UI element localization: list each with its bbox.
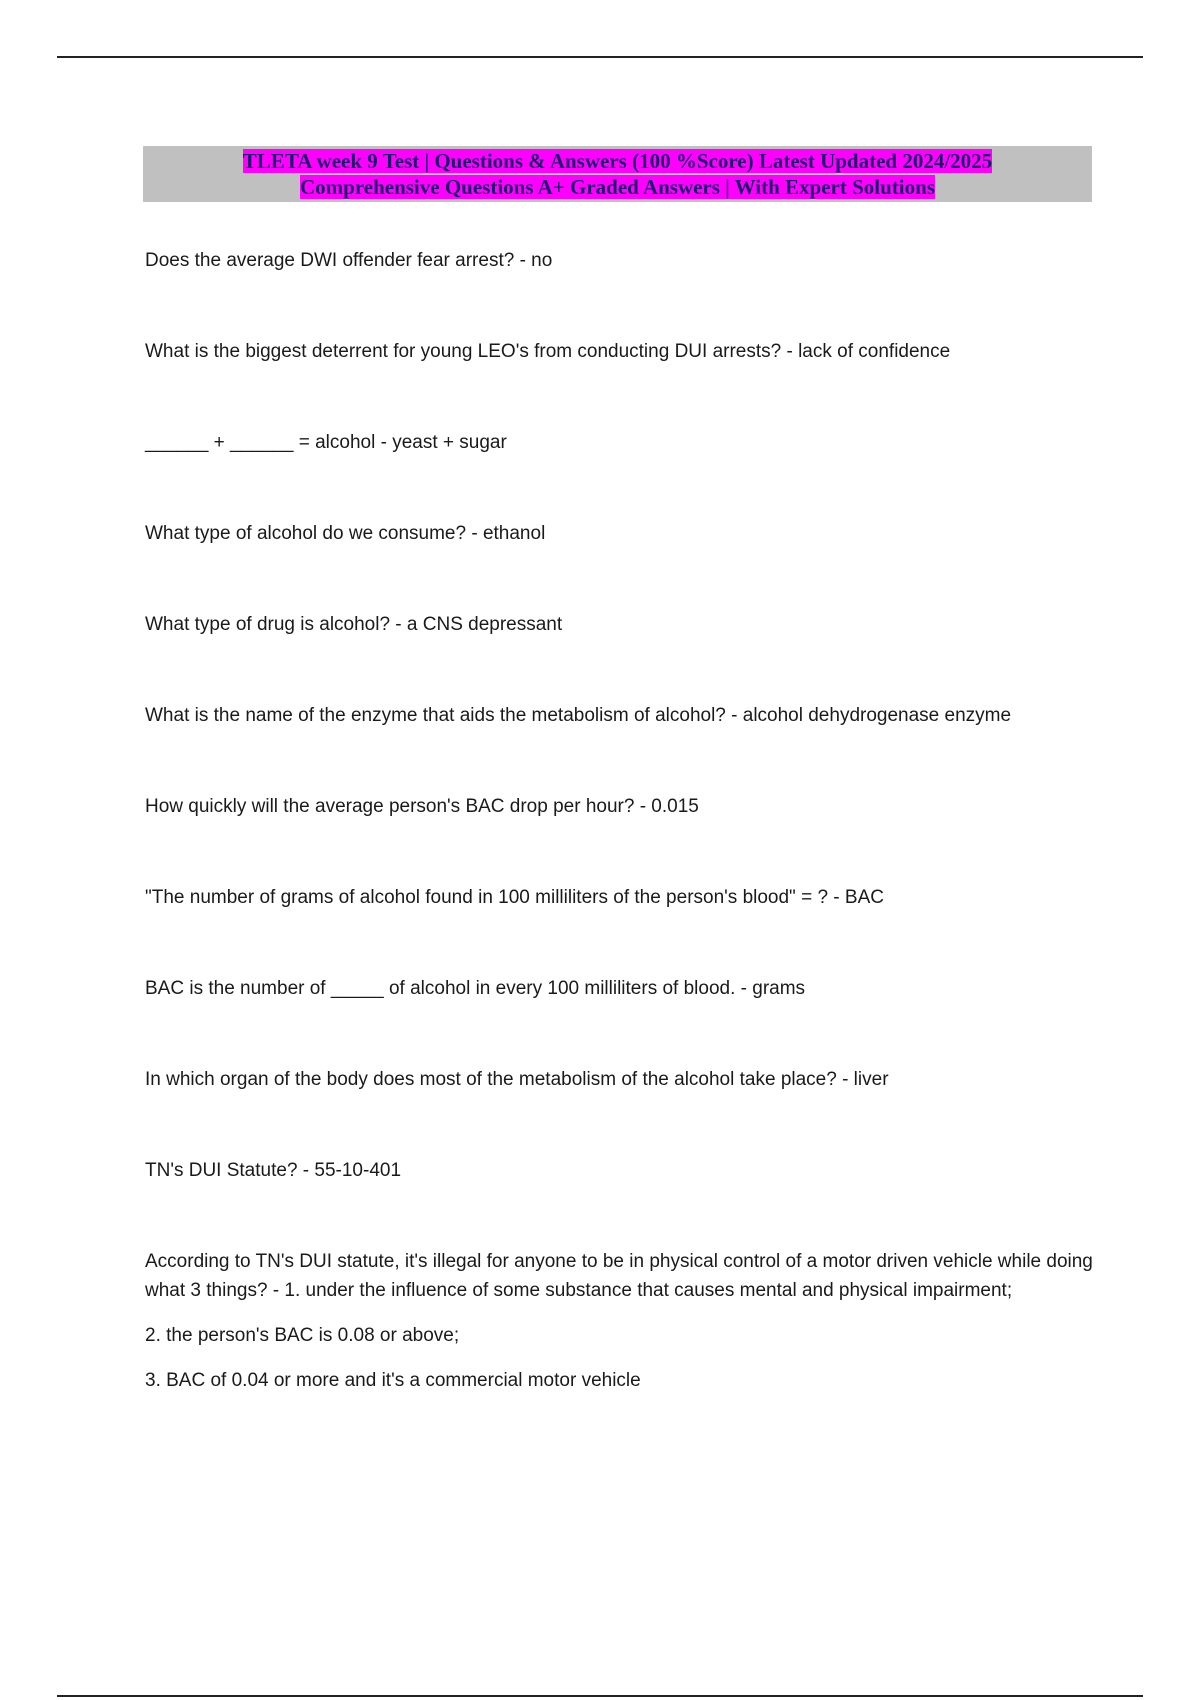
title-line-1: TLETA week 9 Test | Questions & Answers (100 %Score) Latest Updated 2024/2025 (242, 149, 993, 173)
qa-item: How quickly will the average person's BAC drop per hour? - 0.015 (145, 796, 699, 817)
qa-item: In which organ of the body does most of the metabolism of the alcohol take place? - liver (145, 1069, 889, 1090)
document-title (143, 146, 1092, 202)
footer-rule (57, 1695, 1143, 1697)
qa-item: What type of drug is alcohol? - a CNS depressant (145, 614, 563, 635)
qa-item: BAC is the number of _____ of alcohol in every 100 milliliters of blood. - grams (145, 978, 806, 999)
qa-list (145, 246, 1095, 1395)
qa-item: What is the biggest deterrent for young LEO's from conducting DUI arrests? - lack of confidence (145, 341, 951, 362)
qa-answer-part-3: 3. BAC of 0.04 or more and it's a commercial motor vehicle (145, 1370, 641, 1391)
qa-item: TN's DUI Statute? - 55-10-401 (145, 1160, 402, 1181)
qa-answer-part-2: 2. the person's BAC is 0.08 or above; (145, 1325, 460, 1346)
qa-item: Does the average DWI offender fear arrest? - no (145, 250, 553, 271)
qa-item: ______ + ______ = alcohol - yeast + sugar (145, 432, 507, 453)
qa-item-multipart (145, 1247, 1095, 1395)
title-line-2: Comprehensive Questions A+ Graded Answers | With Expert Solutions (299, 175, 935, 199)
header-rule (57, 56, 1143, 58)
qa-item: What is the name of the enzyme that aids the metabolism of alcohol? - alcohol dehydrogenase enzyme (145, 705, 1012, 726)
qa-question: According to TN's DUI statute, it's illegal for anyone to be in physical control of a motor driven vehicle while doing what 3 things? - 1. under the influence of some substance that causes mental and physical impairment; (145, 1251, 1093, 1301)
qa-item: What type of alcohol do we consume? - ethanol (145, 523, 546, 544)
qa-item: "The number of grams of alcohol found in 100 milliliters of the person's blood" = ? - BAC (145, 887, 884, 908)
